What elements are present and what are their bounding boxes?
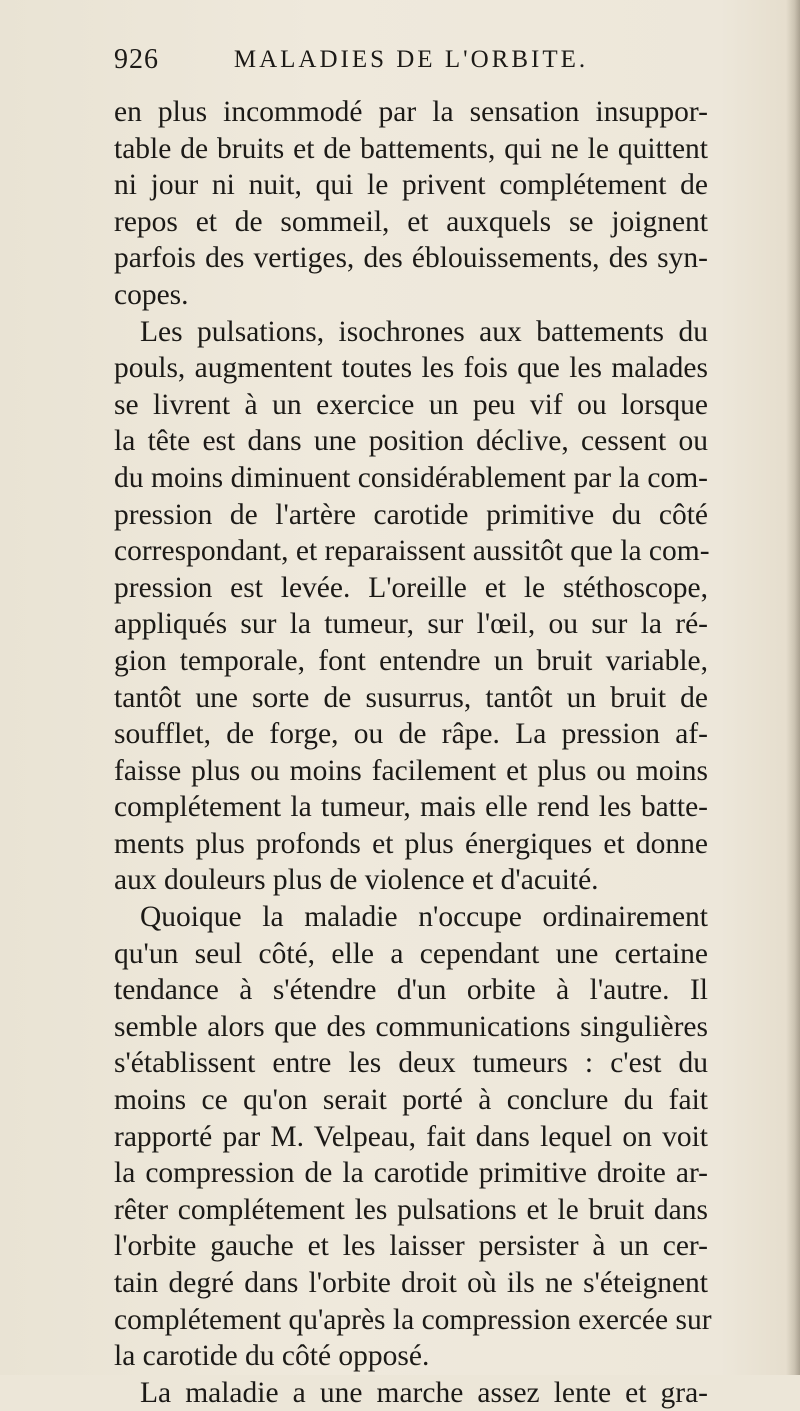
text-line: appliqués sur la tumeur, sur l'œil, ou sur la ré- (114, 608, 708, 641)
text-line: la carotide du côté opposé. (114, 1340, 430, 1373)
text-line: complétement qu'après la compression exercée sur (114, 1303, 712, 1336)
text-line: table de bruits et de battements, qui ne le quittent (114, 132, 708, 165)
text-line: s'établissent entre les deux tumeurs : c'est du (114, 1047, 708, 1080)
text-line: parfois des vertiges, des éblouissements, des syn- (114, 242, 708, 275)
text-line: tain degré dans l'orbite droit où ils ne s'éteignent (114, 1267, 708, 1299)
text-line: aux douleurs plus de violence et d'acuité. (114, 864, 599, 897)
text-line: semble alors que des communications singulières (114, 1010, 708, 1043)
text-line: rapporté par M. Velpeau, fait dans lequel on voit (114, 1120, 708, 1153)
text-line: rêter complétement les pulsations et le bruit dans (114, 1193, 708, 1226)
text-line: pression est levée. L'oreille et le stéthoscope, (114, 571, 708, 604)
body-text (114, 94, 712, 1411)
text-line: se livrent à un exercice un peu vif ou lorsque (114, 388, 708, 421)
text-line: correspondant, et reparaissent aussitôt que la com- (114, 535, 710, 568)
paragraph-start-line: Quoique la maladie n'occupe ordinairement (140, 901, 708, 934)
text-line: tantôt une sorte de susurrus, tantôt un bruit de (114, 681, 708, 714)
text-line: ments plus profonds et plus énergiques et donne (114, 827, 708, 860)
text-line: copes. (114, 278, 189, 311)
page-number: 926 (114, 44, 159, 75)
text-line: soufflet, de forge, ou de râpe. La pression af- (114, 718, 708, 751)
text-line: gion temporale, font entendre un bruit variable, (114, 644, 708, 677)
text-line: l'orbite gauche et les laisser persister à un cer- (114, 1230, 708, 1263)
text-line: pression de l'artère carotide primitive du côté (114, 498, 708, 531)
text-line: repos et de sommeil, et auxquels se joignent (114, 205, 708, 238)
paragraph-start-line: La maladie a une marche assez lente et gra- (140, 1376, 708, 1409)
text-line: tendance à s'étendre d'un orbite à l'autre. Il (114, 974, 708, 1007)
text-line: pouls, augmentent toutes les fois que les malades (114, 352, 708, 385)
text-line: complétement la tumeur, mais elle rend les batte- (114, 791, 708, 824)
text-line: ni jour ni nuit, qui le privent complétement de (114, 169, 708, 202)
page-header (114, 44, 708, 84)
page-edge-shadow (786, 0, 800, 1375)
text-line: du moins diminuent considérablement par la com- (114, 461, 708, 494)
text-line: la tête est dans une position déclive, cessent ou (114, 425, 708, 458)
text-line: moins ce qu'on serait porté à conclure du fait (114, 1084, 708, 1117)
paragraph-start-line: Les pulsations, isochrones aux battements du (140, 315, 708, 348)
running-title: MALADIES DE L'ORBITE. (233, 46, 589, 73)
text-line: qu'un seul côté, elle a cependant une certaine (114, 937, 708, 970)
text-line: faisse plus ou moins facilement et plus ou moins (114, 754, 708, 787)
text-line: en plus incommodé par la sensation insuppor- (114, 96, 708, 128)
text-line: la compression de la carotide primitive droite ar- (114, 1157, 708, 1190)
